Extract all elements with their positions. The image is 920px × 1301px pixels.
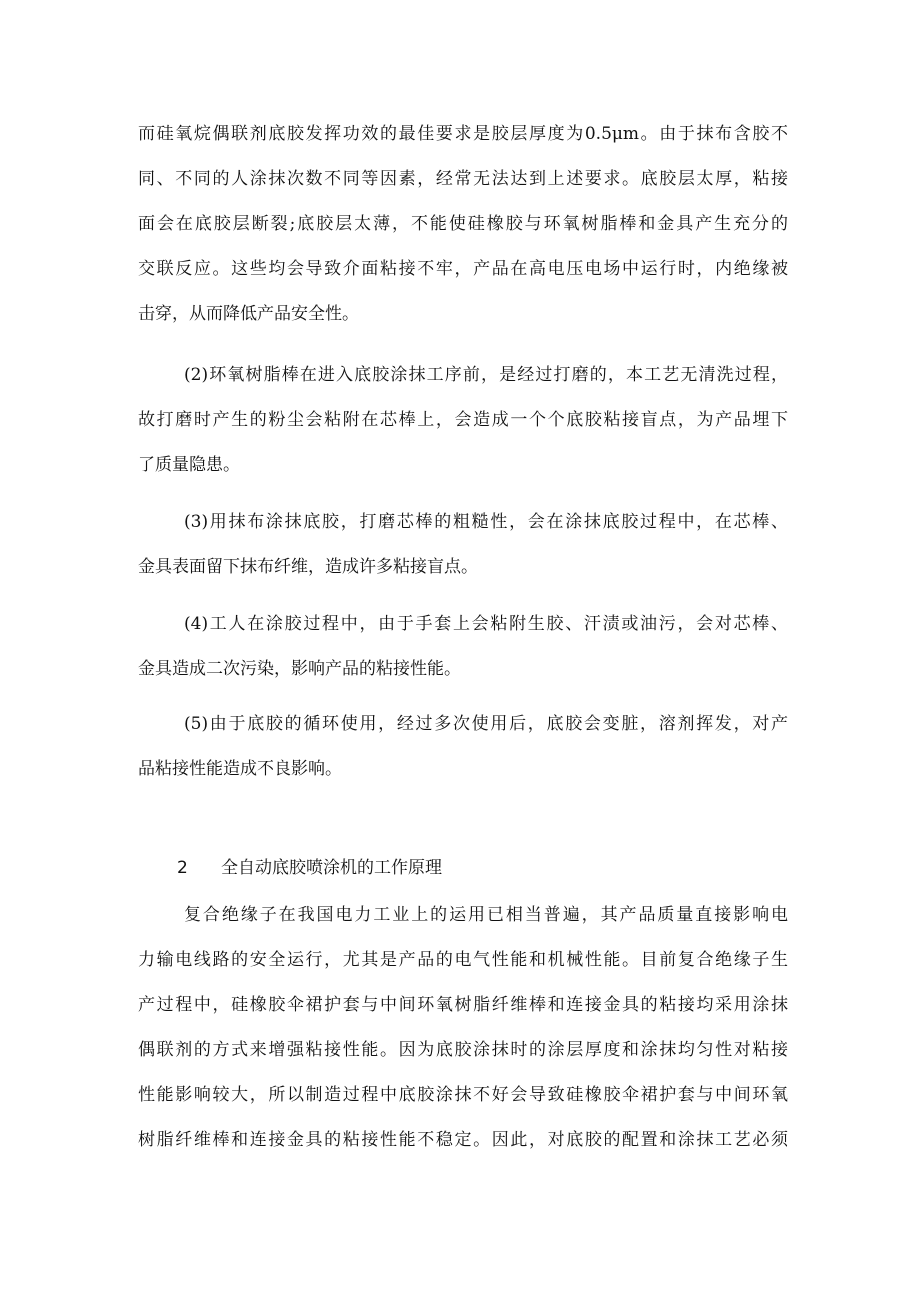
- text-line: 产过程中，硅橡胶伞裙护套与中间环氧树脂纤维棒和连接金具的粘接均采用涂抹: [138, 995, 788, 1015]
- section-number: 2: [177, 858, 188, 878]
- paragraph-primer-thickness: [138, 112, 788, 337]
- text-line: 树脂纤维棒和连接金具的粘接性能不稳定。因此，对底胶的配置和涂抹工艺必须: [138, 1130, 788, 1150]
- text-line: 金具表面留下抹布纤维，造成许多粘接盲点。: [138, 557, 478, 577]
- text-line: 品粘接性能造成不良影响。: [138, 759, 342, 779]
- text-line: 了质量隐患。: [138, 455, 240, 475]
- text-line: 交联反应。这些均会导致介面粘接不牢，产品在高电压电场中运行时，内绝缘被: [138, 259, 788, 279]
- text-line: 复合绝缘子在我国电力工业上的运用已相当普遍，其产品质量直接影响电: [184, 905, 788, 925]
- text-line: (4)工人在涂胶过程中，由于手套上会粘附生胶、汗渍或油污，会对芯棒、: [184, 614, 788, 634]
- text-line: 面会在底胶层断裂;底胶层太薄，不能使硅橡胶与环氧树脂棒和金具产生充分的: [138, 214, 788, 234]
- text-line: 而硅氧烷偶联剂底胶发挥功效的最佳要求是胶层厚度为0.5μm。由于抹布含胶不: [138, 124, 788, 144]
- section-heading: [177, 848, 442, 888]
- text-line: 性能影响较大，所以制造过程中底胶涂抹不好会导致硅橡胶伞裙护套与中间环氧: [138, 1085, 788, 1105]
- text-line: 同、不同的人涂抹次数不同等因素，经常无法达到上述要求。底胶层太厚，粘接: [138, 169, 788, 189]
- text-line: 故打磨时产生的粉尘会粘附在芯棒上，会造成一个个底胶粘接盲点，为产品埋下: [138, 410, 788, 430]
- paragraph-item-3: [138, 500, 788, 590]
- paragraph-item-5: [138, 702, 788, 792]
- text-line: (2)环氧树脂棒在进入底胶涂抹工序前，是经过打磨的，本工艺无清洗过程，: [184, 365, 788, 385]
- paragraph-item-2: [138, 353, 788, 488]
- text-line: 力输电线路的安全运行，尤其是产品的电气性能和机械性能。目前复合绝缘子生: [138, 950, 788, 970]
- text-line: (5)由于底胶的循环使用，经过多次使用后，底胶会变脏，溶剂挥发，对产: [184, 714, 788, 734]
- paragraph-item-4: [138, 602, 788, 692]
- text-line: 金具造成二次污染，影响产品的粘接性能。: [138, 659, 461, 679]
- paragraph-composite-insulator: [138, 893, 788, 1163]
- text-line: 击穿，从而降低产品安全性。: [138, 304, 359, 324]
- text-line: 偶联剂的方式来增强粘接性能。因为底胶涂抹时的涂层厚度和涂抹均匀性对粘接: [138, 1040, 788, 1060]
- text-line: (3)用抹布涂抹底胶，打磨芯棒的粗糙性，会在涂抹底胶过程中，在芯棒、: [184, 512, 788, 532]
- section-title: 全自动底胶喷涂机的工作原理: [221, 858, 442, 878]
